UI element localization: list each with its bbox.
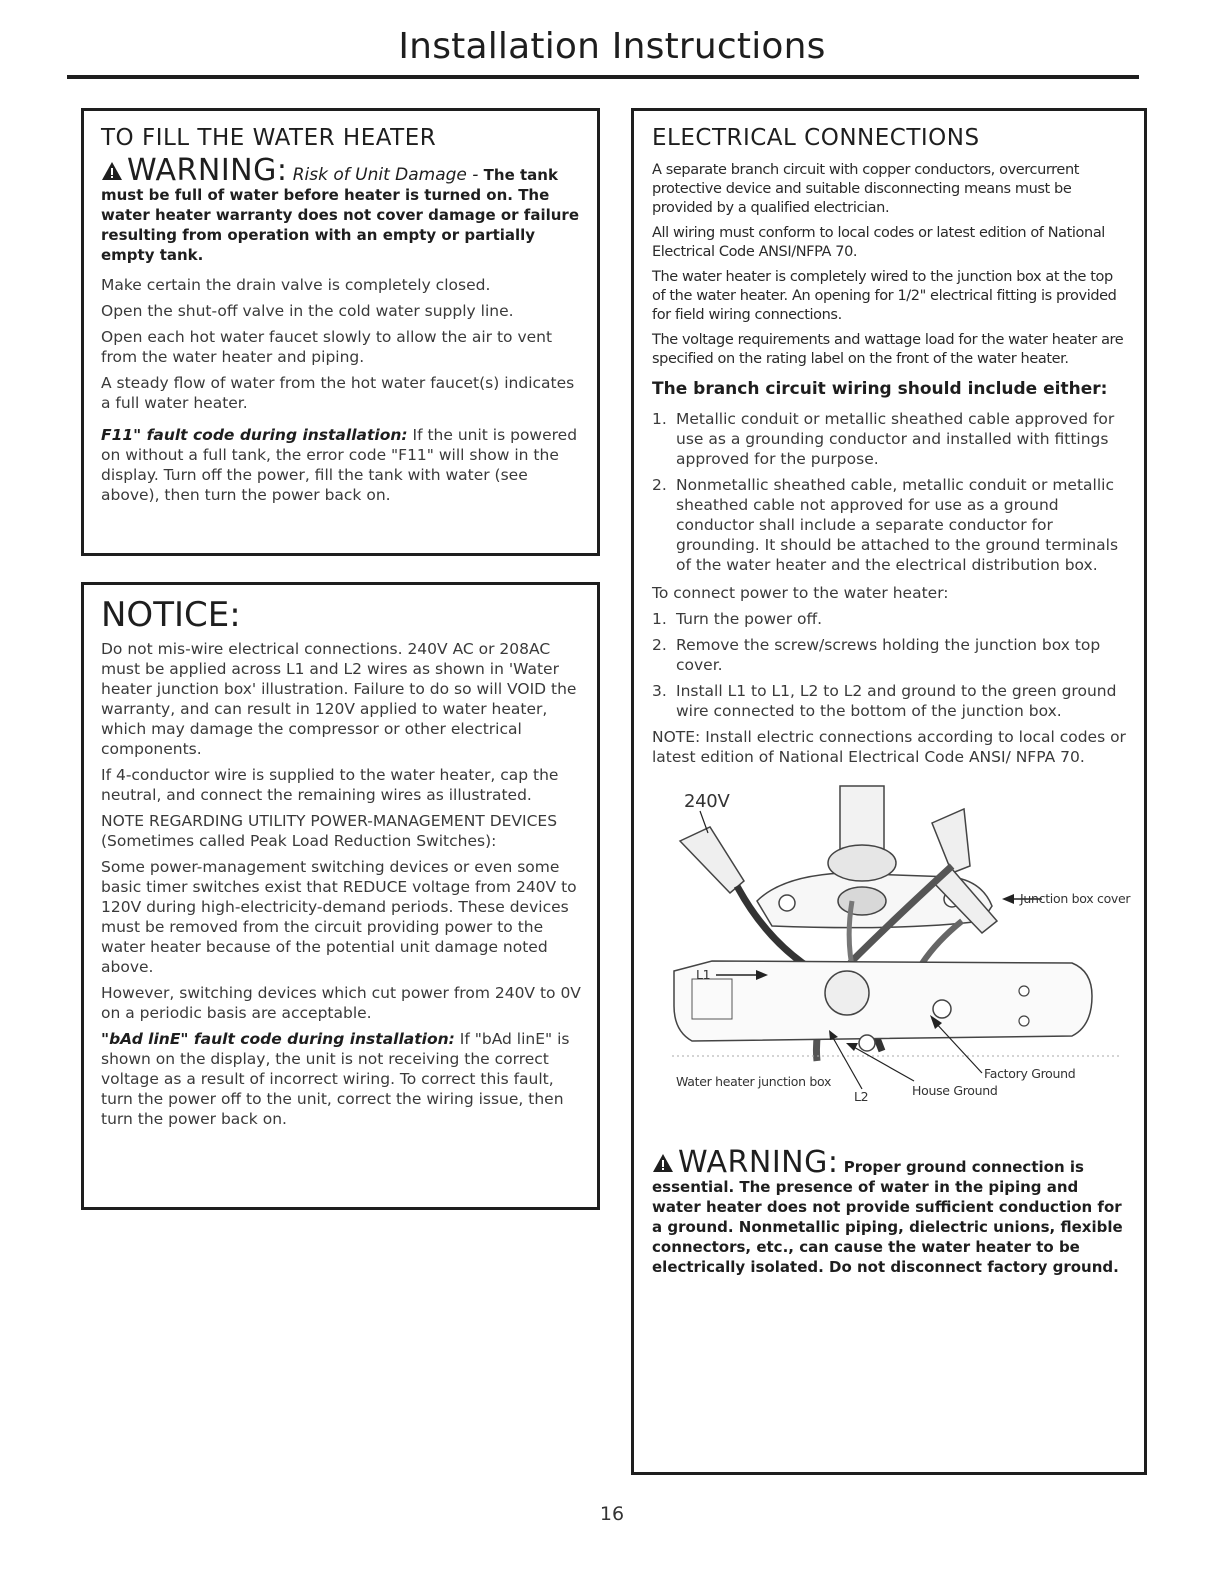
- list-number: 2.: [652, 476, 667, 494]
- list-text: Nonmetallic sheathed cable, metallic conduit or metallic sheathed cable not approved for use as a ground conductor shall include a separate conductor for grounding. It should be attached to the ground terminals of the water heater and the electrical distribution box.: [676, 476, 1119, 574]
- list-number: 2.: [652, 636, 667, 654]
- ground-warning: [652, 1145, 1128, 1277]
- label-water-heater-junction-box: Water heater junction box: [676, 1074, 832, 1089]
- fill-step: A steady flow of water from the hot water faucet(s) indicates a full water heater.: [101, 374, 575, 412]
- notice-paragraph: Do not mis-wire electrical connections. 240V AC or 208AC must be applied across L1 and L2 wires as shown in 'Water heater junction box' illustration. Failure to do so will VOID the warranty, and can result in 120V applied to water heater, which may damage the compressor or other electrical components.: [101, 640, 577, 758]
- label-junction-box-cover: Junction box cover: [1020, 891, 1131, 906]
- label-240v: 240V: [684, 791, 730, 812]
- install-note: NOTE: Install electric connections according to local codes or latest edition of National Electrical Code ANSI/ NFPA 70.: [652, 728, 1126, 766]
- list-item: [652, 475, 1128, 575]
- electrical-paragraph: All wiring must conform to local codes or latest edition of National Electrical Code ANSI/NFPA 70.: [652, 225, 1105, 260]
- electrical-connections-box: [631, 108, 1147, 1475]
- branch-circuit-heading: The branch circuit wiring should include either:: [652, 379, 1108, 399]
- notice-heading: NOTICE:: [101, 595, 241, 635]
- fill-steps: [101, 275, 579, 413]
- branch-circuit-list: [652, 409, 1128, 575]
- bad-line-fault-text: If "bAd linE" is shown on the display, the unit is not receiving the correct voltage as a result of incorrect wiring. To correct this fault, turn the power off to the unit, correct the wiring issue, then turn the power back on.: [101, 1030, 570, 1128]
- notice-paragraph: Some power-management switching devices or even some basic timer switches exist that REDUCE voltage from 240V to 120V during high-electricity-demand periods. These devices must be removed from the circuit providing power to the water heater because of the potential unit damage noted above.: [101, 858, 577, 976]
- fill-warning: [101, 153, 579, 265]
- fill-step: Open the shut-off valve in the cold water supply line.: [101, 302, 514, 320]
- junction-box-illustration: [652, 781, 1132, 1111]
- notice-paragraph: However, switching devices which cut power from 240V to 0V on a periodic basis are acceptable.: [101, 984, 581, 1022]
- junction-box-diagram: [652, 781, 1132, 1111]
- connect-steps-list: [652, 609, 1128, 721]
- electrical-paragraph: The water heater is completely wired to the junction box at the top of the water heater. An opening for 1/2" electrical fitting is provided for field wiring connections.: [652, 269, 1117, 323]
- label-factory-ground: Factory Ground: [984, 1066, 1076, 1081]
- electrical-intro: [652, 161, 1128, 369]
- label-l2: L2: [854, 1089, 869, 1104]
- warning-subtitle: Risk of Unit Damage -: [292, 165, 479, 185]
- label-house-ground: House Ground: [912, 1083, 998, 1098]
- notice-paragraph: If 4-conductor wire is supplied to the water heater, cap the neutral, and connect the remaining wires as illustrated.: [101, 766, 559, 804]
- list-text: Install L1 to L1, L2 to L2 and ground to the green ground wire connected to the bottom of the junction box.: [676, 682, 1117, 720]
- title-rule: [67, 75, 1139, 79]
- bad-line-fault-paragraph: [101, 1029, 585, 1129]
- list-item: [652, 635, 1128, 675]
- list-item: [652, 681, 1128, 721]
- fill-water-heater-box: [81, 108, 600, 556]
- fill-step: Make certain the drain valve is completely closed.: [101, 276, 491, 294]
- warning-word: WARNING:: [127, 153, 288, 188]
- warning-text: The tank must be full of water before heater is turned on. The water heater warranty does not cover damage or failure resulting from operation with an empty or partially empty tank.: [101, 166, 579, 264]
- connect-intro: To connect power to the water heater:: [652, 584, 949, 602]
- list-text: Remove the screw/screws holding the junction box top cover.: [676, 636, 1101, 674]
- fill-heading: TO FILL THE WATER HEATER: [101, 125, 437, 151]
- f11-fault-text: If the unit is powered on without a full tank, the error code "F11" will show in the display. Turn off the power, fill the tank with water (see above), then turn the power back on.: [101, 426, 578, 504]
- notice-paragraph: NOTE REGARDING UTILITY POWER-MANAGEMENT DEVICES (Sometimes called Peak Load Reduction Switches):: [101, 812, 558, 850]
- bad-line-fault-title: "bAd linE" fault code during installation:: [101, 1030, 455, 1048]
- warning-triangle-icon: [101, 161, 123, 181]
- list-number: 1.: [652, 410, 667, 428]
- page-title: Installation Instructions: [398, 26, 826, 67]
- page-number: 16: [599, 1503, 625, 1525]
- list-item: [652, 609, 1128, 629]
- ground-warning-text: Proper ground connection is essential. The presence of water in the piping and water heater does not provide sufficient conduction for a ground. Nonmetallic piping, dielectric unions, flexible connectors, etc., can cause the water heater to be electrically isolated. Do not disconnect factory ground.: [652, 1158, 1123, 1276]
- list-number: 1.: [652, 610, 667, 628]
- electrical-heading: ELECTRICAL CONNECTIONS: [652, 125, 980, 151]
- label-l1: L1: [696, 967, 711, 982]
- electrical-paragraph: The voltage requirements and wattage load for the water heater are specified on the rating label on the front of the water heater.: [652, 332, 1124, 367]
- list-number: 3.: [652, 682, 667, 700]
- electrical-paragraph: A separate branch circuit with copper conductors, overcurrent protective device and suitable disconnecting means must be provided by a qualified electrician.: [652, 162, 1080, 216]
- list-text: Turn the power off.: [676, 610, 823, 628]
- warning-word: WARNING:: [678, 1145, 839, 1180]
- f11-fault-paragraph: [101, 425, 579, 505]
- fill-step: Open each hot water faucet slowly to allow the air to vent from the water heater and piping.: [101, 328, 553, 366]
- f11-fault-title: F11" fault code during installation:: [101, 426, 408, 444]
- warning-triangle-icon: [652, 1153, 674, 1173]
- list-text: Metallic conduit or metallic sheathed cable approved for use as a grounding conductor and installed with fittings approved for the purpose.: [676, 410, 1115, 468]
- list-item: [652, 409, 1128, 469]
- notice-box: [81, 582, 600, 1210]
